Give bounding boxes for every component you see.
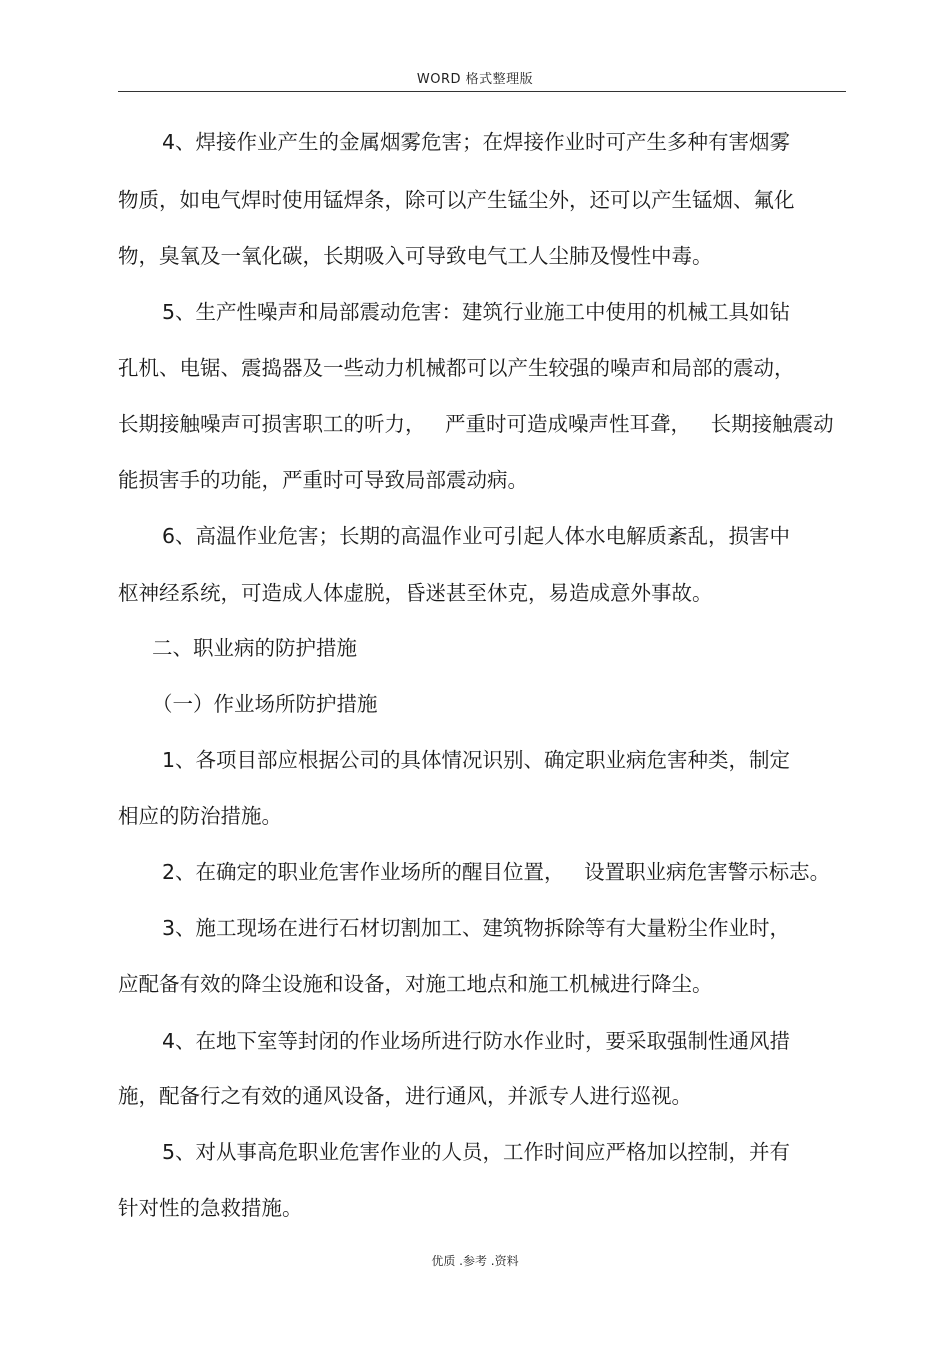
text-line: 5、对从事高危职业危害作业的人员，工作时间应严格加以控制，并有 [162,1140,791,1164]
text-line: 长期接触噪声可损害职工的听力， 严重时可造成噪声性耳聋， 长期接触震动 [118,412,834,436]
text-line: 1、各项目部应根据公司的具体情况识别、确定职业病危害种类，制定 [162,748,791,772]
text-line: 6、高温作业危害；长期的高温作业可引起人体水电解质紊乱，损害中 [162,524,791,548]
text-line: 相应的防治措施。 [118,804,282,828]
text-line: 应配备有效的降尘设施和设备，对施工地点和施工机械进行降尘。 [118,972,713,996]
text-line: 能损害手的功能，严重时可导致局部震动病。 [118,468,528,492]
text-line: 物质，如电气焊时使用锰焊条，除可以产生锰尘外，还可以产生锰烟、氟化 [118,188,795,212]
text-line: 3、施工现场在进行石材切割加工、建筑物拆除等有大量粉尘作业时， [162,916,791,940]
text-line: 孔机、电锯、震捣器及一些动力机械都可以产生较强的噪声和局部的震动， [118,356,795,380]
text-line: 针对性的急救措施。 [118,1196,303,1220]
text-line: 4、在地下室等封闭的作业场所进行防水作业时，要采取强制性通风措 [162,1029,791,1053]
text-line: 2、在确定的职业危害作业场所的醒目位置， 设置职业病危害警示标志。 [162,860,831,884]
text-line: 施，配备行之有效的通风设备，进行通风，并派专人进行巡视。 [118,1084,692,1108]
section-heading: 二、职业病的防护措施 [152,636,357,660]
text-line: 5、生产性噪声和局部震动危害：建筑行业施工中使用的机械工具如钻 [162,300,791,324]
text-line: 物，臭氧及一氧化碳，长期吸入可导致电气工人尘肺及慢性中毒。 [118,244,713,268]
header-divider [118,91,846,92]
subsection-heading: （一）作业场所防护措施 [152,692,378,716]
page-header: WORD 格式整理版 [416,72,534,87]
text-line: 枢神经系统，可造成人体虚脱，昏迷甚至休克，易造成意外事故。 [118,581,713,605]
text-line: 4、焊接作业产生的金属烟雾危害；在焊接作业时可产生多种有害烟雾 [162,130,791,154]
page-footer: 优质 .参考 .资料 [431,1254,519,1268]
